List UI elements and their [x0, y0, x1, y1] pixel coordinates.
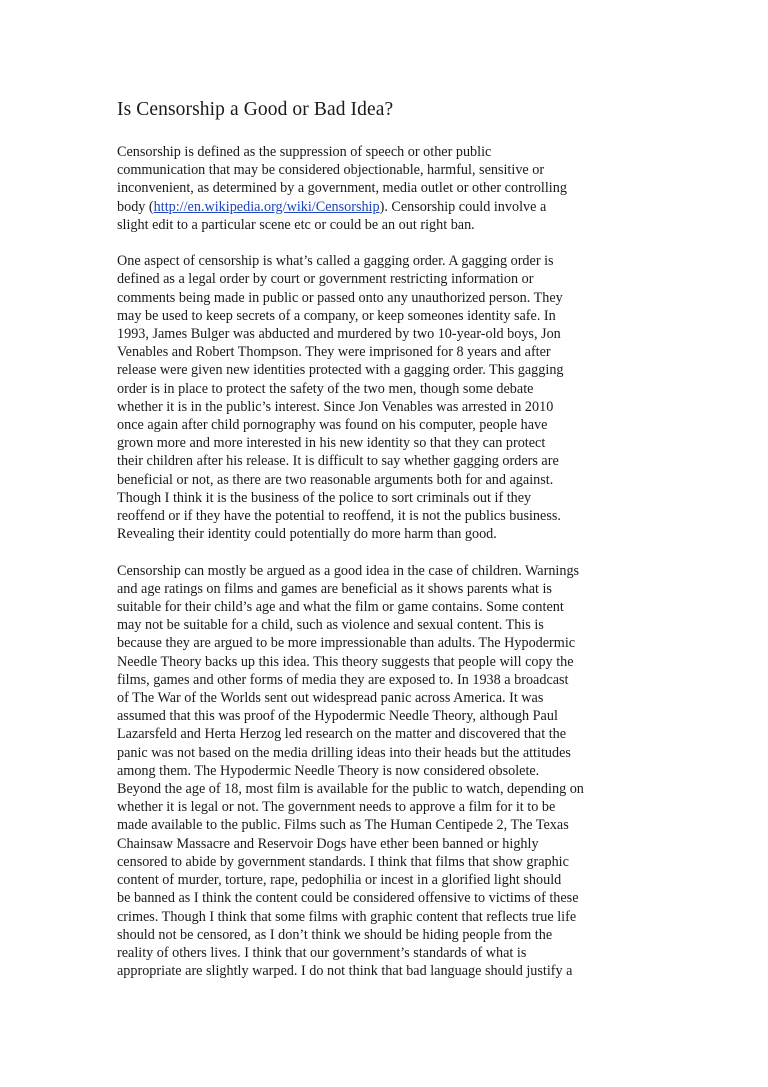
text-line: Needle Theory backs up this idea. This theory suggests that people will copy the [117, 653, 574, 670]
text-line: because they are argued to be more impressionable than adults. The Hypodermic [117, 635, 576, 652]
text-line: Venables and Robert Thompson. They were imprisoned for 8 years and after [117, 344, 551, 361]
text-line: may not be suitable for a child, such as violence and sexual content. This is [117, 617, 544, 634]
text-line: should not be censored, as I don’t think we should be hiding people from the [117, 926, 553, 943]
text-line: defined as a legal order by court or government restricting information or [117, 271, 534, 288]
text-line: whether it is legal or not. The government needs to approve a film for it to be [117, 799, 556, 816]
text-line: order is in place to protect the safety of the two men, though some debate [117, 380, 534, 397]
text-line: and age ratings on films and games are beneficial as it shows parents what is [117, 580, 552, 597]
text-line: reoffend or if they have the potential to reoffend, it is not the publics business. [117, 508, 561, 525]
text-line: One aspect of censorship is what’s called a gagging order. A gagging order is [117, 253, 554, 270]
text-line: Revealing their identity could potentially do more harm than good. [117, 526, 497, 543]
text-line: suitable for their child’s age and what the film or game contains. Some content [117, 599, 564, 616]
paragraph-children-and-film [117, 562, 657, 981]
text-line: beneficial or not, as there are two reasonable arguments both for and against. [117, 471, 554, 488]
text-line-with-link [117, 198, 657, 216]
text-line: crimes. Though I think that some films with graphic content that reflects true life [117, 908, 577, 925]
text-line: made available to the public. Films such as The Human Centipede 2, The Texas [117, 817, 569, 834]
text-line: 1993, James Bulger was abducted and murdered by two 10-year-old boys, Jon [117, 326, 561, 343]
text-line: of The War of the Worlds sent out widespread panic across America. It was [117, 690, 544, 707]
text-line: appropriate are slightly warped. I do not think that bad language should justify a [117, 963, 573, 980]
text-line: assumed that this was proof of the Hypodermic Needle Theory, although Paul [117, 708, 558, 725]
text-line: inconvenient, as determined by a government, media outlet or other controlling [117, 180, 567, 197]
text-line: comments being made in public or passed onto any unauthorized person. They [117, 289, 563, 306]
text-line: once again after child pornography was found on his computer, people have [117, 417, 548, 434]
text-fragment: ). Censorship could involve a [379, 198, 547, 215]
text-line: their children after his release. It is difficult to say whether gagging orders are [117, 453, 559, 470]
text-line: Lazarsfeld and Herta Herzog led research on the matter and discovered that the [117, 726, 567, 743]
text-line: Chainsaw Massacre and Reservoir Dogs have ether been banned or highly [117, 835, 539, 852]
text-line: censored to abide by government standards. I think that films that show graphic [117, 853, 569, 870]
text-line: communication that may be considered objectionable, harmful, sensitive or [117, 162, 545, 179]
text-line: slight edit to a particular scene etc or could be an out right ban. [117, 216, 475, 233]
text-line: Though I think it is the business of the police to sort criminals out if they [117, 489, 532, 506]
text-line: whether it is in the public’s interest. Since Jon Venables was arrested in 2010 [117, 398, 554, 415]
text-line: Censorship is defined as the suppression of speech or other public [117, 144, 492, 160]
text-fragment: body ( [117, 198, 154, 215]
document-page [117, 97, 657, 999]
paragraph-gagging-order [117, 252, 657, 543]
text-line: Censorship can mostly be argued as a good idea in the case of children. Warnings [117, 562, 580, 579]
text-line: may be used to keep secrets of a company, or keep someones identity safe. In [117, 307, 556, 324]
paragraph-definition [117, 143, 657, 234]
text-line: be banned as I think the content could be considered offensive to victims of these [117, 890, 579, 907]
document-title: Is Censorship a Good or Bad Idea? [117, 99, 394, 120]
text-line: among them. The Hypodermic Needle Theory is now considered obsolete. [117, 762, 540, 779]
text-line: panic was not based on the media drilling ideas into their heads but the attitudes [117, 744, 571, 761]
text-line: grown more and more interested in his new identity so that they can protect [117, 435, 546, 452]
text-line: reality of others lives. I think that our government’s standards of what is [117, 944, 527, 961]
text-line: release were given new identities protected with a gagging order. This gagging [117, 362, 564, 379]
text-line: Beyond the age of 18, most film is available for the public to watch, depending on [117, 781, 584, 798]
wikipedia-link[interactable]: http://en.wikipedia.org/wiki/Censorship [153, 198, 380, 215]
text-line: films, games and other forms of media they are exposed to. In 1938 a broadcast [117, 671, 569, 688]
text-line: content of murder, torture, rape, pedophilia or incest in a glorified light should [117, 872, 562, 889]
